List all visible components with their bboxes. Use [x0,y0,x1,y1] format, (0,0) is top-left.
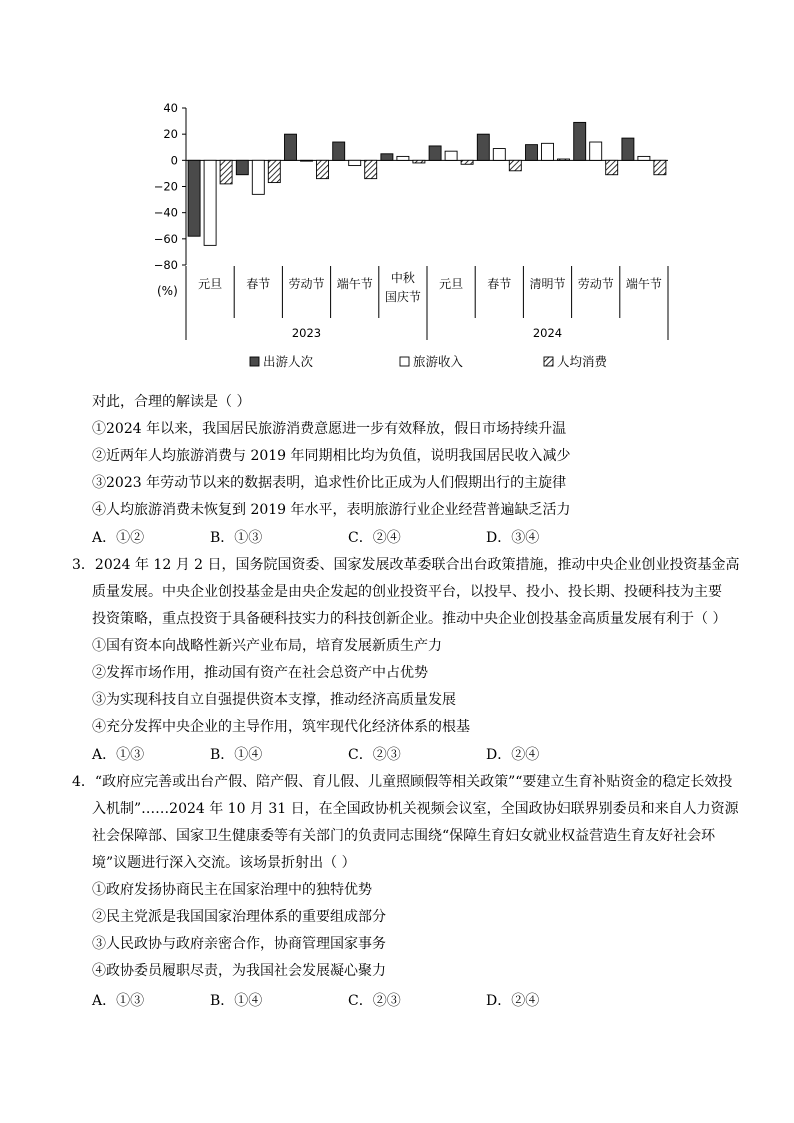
q4-item-4: ④政协委员履职尽责，为我国社会发展凝心聚力 [92,963,386,979]
bar-1 [285,134,297,160]
bar-1 [574,122,586,160]
q2-stem: 对此，合理的解读是（ ） [92,394,251,410]
bar-3 [509,160,521,170]
q4-option-d[interactable]: D．②④ [486,993,540,1009]
category-label: 春节 [487,277,512,291]
q3-item-1: ①国有资本向战略性新兴产业布局，培育发展新质生产力 [92,638,442,654]
bar-1 [429,146,441,160]
bar-1 [236,160,248,174]
bar-1 [381,154,393,161]
category-label: 端午节 [336,277,373,291]
q4-stem-line-2: 入机制”……2024 年 10 月 31 日，在全国政协机关视频会议室，全国政协妇联界别委员和来自人力资源 [92,801,739,817]
q4-option-b[interactable]: B．①④ [210,993,263,1009]
category-label: 元旦 [198,277,223,291]
y-tick-label: −20 [153,179,178,194]
q3-stem-line-1: 3．2024 年 12 月 2 日，国务院国资委、国家发展改革委联合出台政策措施，推动中央企业创业投资基金高 [72,557,740,573]
legend-label: 人均消费 [557,354,608,369]
q3-option-b[interactable]: B．①④ [210,747,263,763]
bar-1 [477,134,489,160]
bar-3 [268,160,280,182]
y-tick-label: 20 [163,127,178,142]
q3-option-d[interactable]: D．②④ [486,747,540,763]
category-label: 清明节 [529,277,566,291]
bar-2 [638,156,650,160]
q4-stem-line-4: 境”议题进行深入交流。该场景折射出（ ） [92,855,356,871]
q2-option-a[interactable]: A．①② [92,530,145,546]
y-tick-label: −40 [153,205,178,220]
bar-1 [526,145,538,161]
bar-2 [252,160,264,194]
bar-3 [461,160,473,164]
bar-3 [220,160,232,184]
q4-option-a[interactable]: A．①③ [92,993,145,1009]
q2-item-4: ④人均旅游消费未恢复到 2019 年水平，表明旅游行业企业经营普遍缺乏活力 [92,502,571,518]
tourism-bar-chart [140,98,680,378]
legend-swatch [250,357,259,366]
bar-1 [622,138,634,160]
q3-option-c[interactable]: C．②③ [348,747,401,763]
q4-item-1: ①政府发扬协商民主在国家治理中的独特优势 [92,882,372,898]
bar-3 [654,160,666,174]
bar-2 [493,149,505,161]
category-label: 春节 [246,277,271,291]
q3-item-4: ④充分发挥中央企业的主导作用，筑牢现代化经济体系的根基 [92,719,470,735]
category-label: 中秋 [390,271,415,285]
category-label: 国庆节 [384,290,421,304]
q3-stem-line-3: 投资策略，重点投资于具备硬科技实力的科技创新企业。推动中央企业创投基金高质量发展有利于（ ） [92,611,727,627]
category-label: 端午节 [625,277,662,291]
y-tick-label: 0 [170,153,178,168]
q4-item-2: ②民主党派是我国国家治理体系的重要组成部分 [92,909,386,925]
legend-label: 出游人次 [263,354,314,369]
q4-stem-line-1: 4．“政府应完善或出台产假、陪产假、育儿假、儿童照顾假等相关政策”“要建立生育补贴资金的稳定长效投 [72,774,733,790]
q3-stem-line-2: 质量发展。中央企业创投基金是由央企发起的创业投资平台，以投早、投小、投长期、投硬科技为主要 [92,584,722,600]
q2-item-2: ②近两年人均旅游消费与 2019 年同期相比均为负值，说明我国居民收入减少 [92,448,571,464]
bar-2 [445,151,457,160]
bar-1 [333,142,345,160]
q4-stem-line-3: 社会保障部、国家卫生健康委等有关部门的负责同志围绕“保障生育妇女就业权益营造生育友好社会环 [92,828,716,844]
bar-3 [365,160,377,178]
q3-option-a[interactable]: A．①③ [92,747,145,763]
legend-label: 旅游收入 [413,354,464,369]
category-label: 元旦 [439,277,464,291]
q3-item-2: ②发挥市场作用，推动国有资产在社会总资产中占优势 [92,665,428,681]
bar-2 [590,142,602,160]
q4-option-c[interactable]: C．②③ [348,993,401,1009]
y-tick-label: −80 [153,258,178,272]
legend-swatch [400,357,409,366]
q2-option-d[interactable]: D．③④ [486,530,540,546]
bar-3 [606,160,618,174]
q2-item-1: ①2024 年以来，我国居民旅游消费意愿进一步有效释放，假日市场持续升温 [92,421,567,437]
bar-3 [317,160,329,178]
category-label: 劳动节 [577,277,614,291]
bar-1 [188,160,200,236]
bar-3 [558,159,570,160]
category-label: 劳动节 [288,277,325,291]
bar-2 [204,160,216,245]
q3-item-3: ③为实现科技自立自强提供资本支撑，推动经济高质量发展 [92,692,456,708]
unit-label: (%) [157,284,178,298]
bar-2 [542,143,554,160]
year-label: 2023 [291,326,322,340]
bar-2 [397,156,409,160]
q4-item-3: ③人民政协与政府亲密合作，协商管理国家事务 [92,936,386,952]
q2-item-3: ③2023 年劳动节以来的数据表明，追求性价比正成为人们假期出行的主旋律 [92,475,567,491]
year-label: 2024 [532,326,563,340]
legend-swatch [544,357,553,366]
q2-option-b[interactable]: B．①③ [210,530,263,546]
bar-2 [349,160,361,165]
q2-option-c[interactable]: C．②④ [348,530,401,546]
bar-2 [301,160,313,161]
y-tick-label: 40 [163,101,178,115]
y-tick-label: −60 [153,231,178,246]
bar-3 [413,160,425,163]
